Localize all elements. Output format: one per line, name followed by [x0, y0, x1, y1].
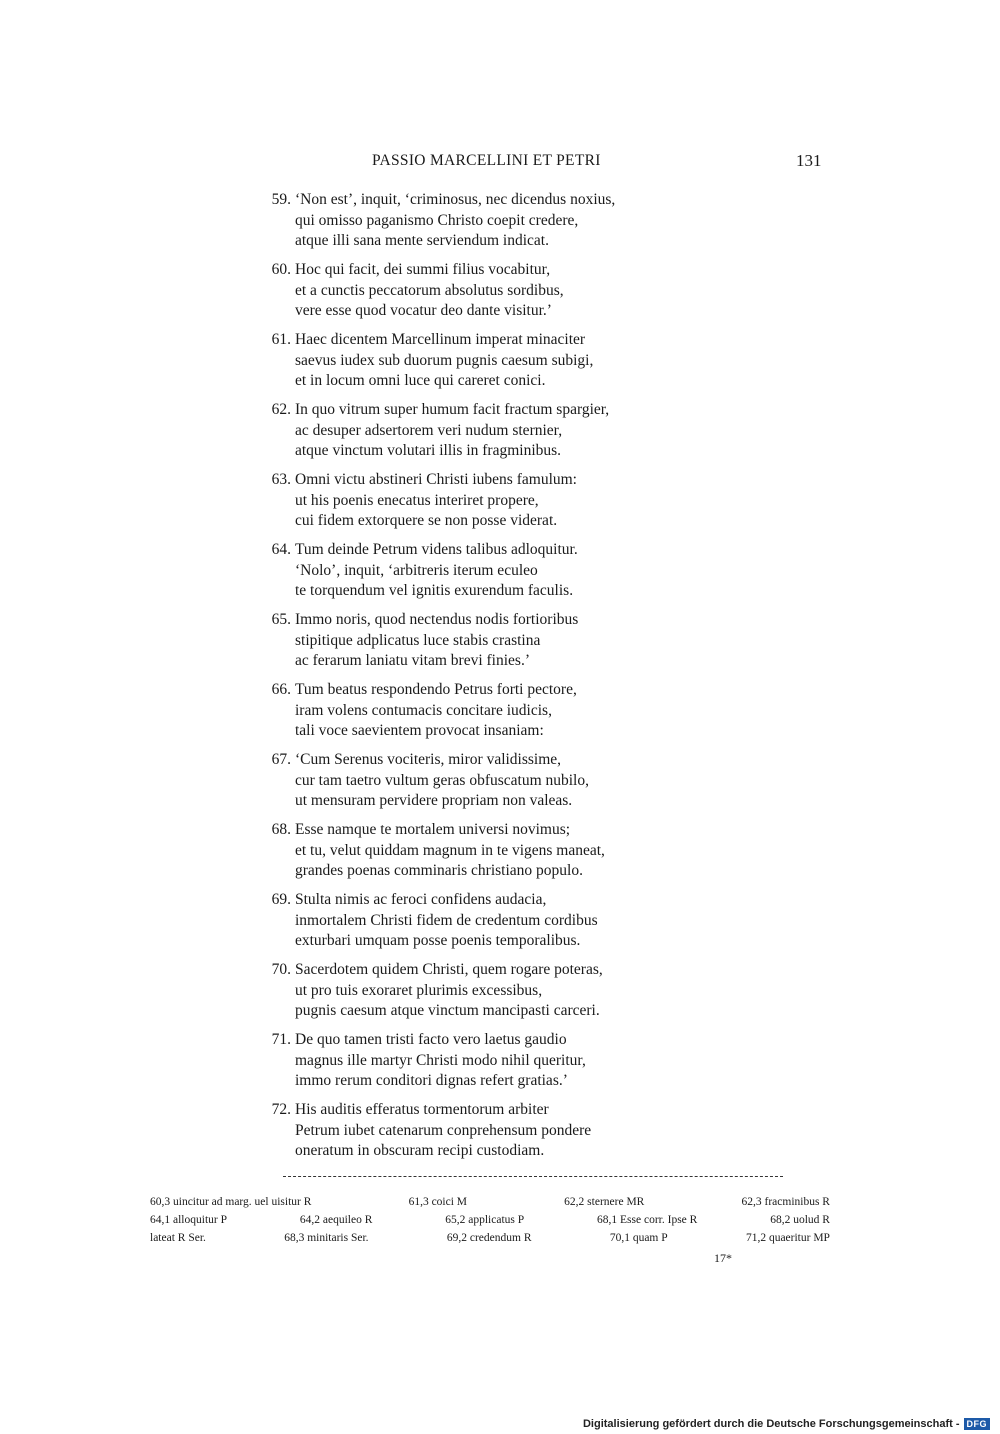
stanza-number: 63. [271, 471, 291, 488]
verse-line: grandes poenas comminaris christiano populo. [295, 862, 583, 880]
dfg-credit-text: Digitalisierung gefördert durch die Deutsche Forschungsgemeinschaft - [582, 1418, 960, 1430]
verse-line: qui omisso paganismo Christo coepit credere, [295, 211, 579, 229]
stanza-lines [295, 540, 578, 602]
verse-line: vere esse quod vocatur deo dante visitur.’ [295, 302, 552, 320]
stanza [255, 400, 725, 470]
stanza [255, 820, 725, 890]
apparatus-entry: 62,2 sternere MR [564, 1196, 645, 1208]
verse-line: te torquendum vel ignitis exurendum faculis. [295, 582, 574, 600]
verse-line: pugnis caesum atque vinctum mancipasti carceri. [295, 1002, 600, 1020]
apparatus-entry: 61,3 coici M [408, 1196, 468, 1208]
verse-line: Haec dicentem Marcellinum imperat minaciter [295, 331, 586, 348]
stanza-number: 62. [271, 401, 291, 418]
apparatus-entry: 71,2 quaeritur MP [745, 1232, 830, 1244]
verse-line: Immo noris, quod nectendus nodis fortioribus [295, 611, 579, 628]
apparatus-entry: 65,2 applicatus P [445, 1214, 525, 1226]
apparatus-row [150, 1193, 830, 1211]
stanza-number: 70. [271, 961, 291, 978]
dfg-credit-banner [583, 1418, 990, 1430]
critical-apparatus [150, 1193, 830, 1247]
stanza-number: 61. [271, 331, 291, 348]
stanza [255, 190, 725, 260]
stanza [255, 680, 725, 750]
verse-line: ‘Non est’, inquit, ‘criminosus, nec dicendus noxius, [295, 191, 616, 208]
stanza-number: 64. [271, 541, 291, 558]
stanza [255, 1030, 725, 1100]
verse-line: oneratum in obscuram recipi custodiam. [295, 1142, 545, 1160]
verse-line: exturbari umquam posse poenis temporalibus. [295, 932, 581, 950]
verse-line: magnus ille martyr Christi modo nihil queritur, [295, 1051, 586, 1069]
verse-line: Omni victu abstineri Christi iubens famulum: [295, 471, 577, 488]
stanza-lines [295, 890, 598, 952]
stanza-lines [295, 260, 564, 322]
page-number: 131 [796, 151, 822, 170]
stanza [255, 890, 725, 960]
apparatus-entry: lateat R Ser. [150, 1232, 206, 1244]
stanza [255, 330, 725, 400]
footnote-divider [283, 1176, 783, 1177]
verse-line: atque illi sana mente serviendum indicat. [295, 232, 549, 250]
stanza-number: 66. [271, 681, 291, 698]
stanza [255, 610, 725, 680]
verse-line: Sacerdotem quidem Christi, quem rogare poteras, [295, 961, 603, 978]
stanza-number: 67. [271, 751, 291, 768]
apparatus-row [150, 1211, 830, 1229]
verse-line: Tum beatus respondendo Petrus forti pectore, [295, 681, 577, 698]
verse-line: cur tam taetro vultum geras obfuscatum nubilo, [295, 771, 589, 789]
verse-line: et in locum omni luce qui careret conici. [295, 372, 546, 390]
verse-line: et tu, velut quiddam magnum in te vigens maneat, [295, 841, 605, 859]
apparatus-entry: 68,3 minitaris Ser. [284, 1232, 369, 1244]
verse-line: cui fidem extorquere se non posse viderat. [295, 512, 558, 530]
verse-line: ac desuper adsertorem veri nudum sternier, [295, 421, 563, 439]
verse-line: atque vinctum volutari illis in fragminibus. [295, 442, 562, 460]
verse-line: De quo tamen tristi facto vero laetus gaudio [295, 1031, 567, 1048]
apparatus-entry: 69,2 credendum R [446, 1232, 532, 1244]
stanza-number: 60. [271, 261, 291, 278]
stanza-lines [295, 750, 589, 812]
verse-line: Stulta nimis ac feroci confidens audacia, [295, 891, 547, 908]
verse-body [255, 190, 725, 1170]
verse-line: inmortalem Christi fidem de credentum cordibus [295, 911, 598, 929]
verse-line: Petrum iubet catenarum conprehensum pondere [295, 1121, 592, 1139]
verse-line: ut mensuram pervidere propriam non valeas. [295, 792, 573, 810]
stanza-lines [295, 470, 577, 532]
stanza-number: 72. [271, 1101, 291, 1118]
verse-line: tali voce saevientem provocat insaniam: [295, 722, 544, 740]
stanza [255, 750, 725, 820]
stanza-number: 65. [271, 611, 291, 628]
stanza-lines [295, 820, 605, 882]
verse-line: ‘Cum Serenus vociteris, miror validissime, [295, 751, 562, 768]
verse-line: Hoc qui facit, dei summi filius vocabitur, [295, 261, 551, 278]
sheet-signature: 17* [714, 1251, 732, 1265]
verse-line: stipitique adplicatus luce stabis crastina [295, 631, 541, 649]
stanza-lines [295, 1030, 586, 1092]
stanza-lines [295, 190, 615, 252]
stanza-lines [295, 330, 593, 392]
stanza-lines [295, 1100, 591, 1162]
stanza-number: 71. [271, 1031, 291, 1048]
verse-line: ‘Nolo’, inquit, ‘arbitreris iterum eculeo [295, 561, 538, 579]
stanza [255, 470, 725, 540]
verse-line: et a cunctis peccatorum absolutus sordibus, [295, 281, 564, 299]
running-head: PASSIO MARCELLINI ET PETRI [372, 152, 601, 169]
apparatus-entry: 62,3 fracminibus R [741, 1196, 830, 1208]
stanza [255, 260, 725, 330]
stanza [255, 540, 725, 610]
verse-line: iram volens contumacis concitare iudicis, [295, 701, 552, 719]
dfg-logo-icon: DFG [964, 1418, 991, 1430]
verse-line: ac ferarum laniatu vitam brevi finies.’ [295, 652, 530, 670]
stanza-number: 59. [271, 191, 291, 208]
verse-line: Esse namque te mortalem universi novimus; [295, 821, 571, 838]
apparatus-entry: 64,2 aequileo R [299, 1214, 373, 1226]
verse-line: ut pro tuis exoraret plurimis excessibus, [295, 981, 543, 999]
apparatus-entry: 70,1 quam P [609, 1232, 668, 1244]
verse-line: Tum deinde Petrum videns talibus adloquitur. [295, 541, 578, 558]
stanza-lines [295, 960, 603, 1022]
stanza-number: 69. [271, 891, 291, 908]
apparatus-entry: 64,1 alloquitur P [150, 1214, 227, 1226]
verse-line: In quo vitrum super humum facit fractum spargier, [295, 401, 610, 418]
apparatus-entry: 68,1 Esse corr. Ipse R [597, 1214, 698, 1226]
apparatus-entry: 68,2 uolud R [770, 1214, 830, 1226]
apparatus-row [150, 1229, 830, 1247]
stanza-lines [295, 400, 609, 462]
stanza [255, 1100, 725, 1170]
verse-line: His auditis efferatus tormentorum arbiter [295, 1101, 549, 1118]
apparatus-entry: 60,3 uincitur ad marg. uel uisitur R [150, 1196, 312, 1208]
verse-line: saevus iudex sub duorum pugnis caesum subigi, [295, 351, 594, 369]
stanza-number: 68. [271, 821, 291, 838]
stanza-lines [295, 610, 578, 672]
stanza-lines [295, 680, 577, 742]
stanza [255, 960, 725, 1030]
verse-line: ut his poenis enecatus interiret propere, [295, 491, 539, 509]
verse-line: immo rerum conditori dignas refert gratias.’ [295, 1072, 568, 1090]
